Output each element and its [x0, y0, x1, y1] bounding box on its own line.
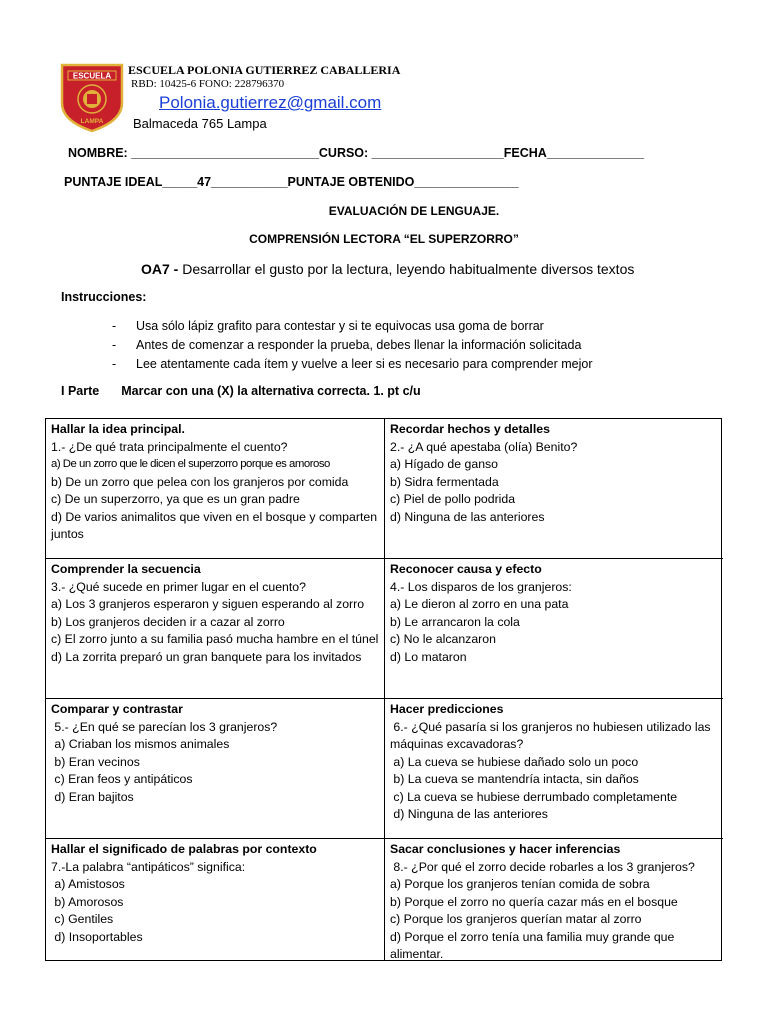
answer-option[interactable]: c) Porque los granjeros querían matar al zorro [390, 912, 642, 926]
answer-option[interactable]: d) Lo mataron [390, 649, 467, 664]
answer-option[interactable]: d) De varios animalitos que viven en el bosque y comparten juntos [51, 509, 378, 541]
answer-option[interactable]: a) Criaban los mismos animales [51, 737, 230, 751]
part-instruction: Marcar con una (X) la alternativa correcta. 1. pt c/u [121, 384, 421, 398]
answer-option[interactable]: c) Gentiles [51, 912, 114, 926]
question-text: 8.- ¿Por qué el zorro decide robarles a los 3 granjeros? [390, 859, 695, 874]
instruction-item: - Usa sólo lápiz grafito para contestar y si te equivocas usa goma de borrar [112, 319, 544, 333]
instructions-title: Instrucciones: [61, 290, 147, 304]
answer-option[interactable]: b) Amorosos [51, 894, 124, 909]
answer-option[interactable]: a) Le dieron al zorro en una pata [390, 597, 569, 611]
answer-option[interactable]: d) La zorrita preparó un gran banquete para los invitados [51, 649, 362, 664]
crest-top-text: ESCUELA [72, 71, 112, 81]
question-cell-6 [385, 699, 723, 839]
answer-option[interactable]: a) Los 3 granjeros esperaron y siguen esperando al zorro [51, 597, 365, 611]
question-cell-3 [46, 559, 385, 699]
comprehension-title: COMPRENSIÓN LECTORA “EL SUPERZORRO” [249, 232, 519, 246]
school-name: ESCUELA POLONIA GUTIERREZ CABALLERIA [128, 63, 401, 77]
school-email-link[interactable]: Polonia.gutierrez@gmail.com [159, 93, 382, 112]
crest-bottom-text: LAMPA [80, 118, 104, 125]
objective-line [141, 261, 634, 277]
skill-title: Hacer predicciones [390, 702, 504, 716]
instructions-list [112, 319, 593, 376]
answer-option[interactable]: b) Porque el zorro no quería cazar más en el bosque [390, 894, 678, 909]
answer-option[interactable]: a) Amistosos [51, 877, 125, 891]
question-cell-5 [46, 699, 385, 839]
answer-option[interactable]: a) Porque los granjeros tenían comida de sobra [390, 877, 650, 891]
skill-title: Sacar conclusiones y hacer inferencias [390, 842, 621, 856]
question-cell-7 [46, 839, 385, 960]
answer-option[interactable]: c) Piel de pollo podrida [390, 492, 516, 506]
school-rbd-phone: RBD: 10425-6 FONO: 228796370 [131, 78, 285, 90]
part-label: I Parte [61, 384, 100, 398]
question-table [45, 418, 722, 961]
question-text: 6.- ¿Qué pasaría si los granjeros no hubiesen utilizado las máquinas excavadoras? [390, 719, 715, 751]
question-text: 5.- ¿En qué se parecían los 3 granjeros? [51, 719, 278, 734]
answer-option[interactable]: d) Insoportables [51, 929, 143, 944]
answer-option[interactable]: c) El zorro junto a su familia pasó mucha hambre en el túnel [51, 632, 379, 646]
answer-option[interactable]: a) La cueva se hubiese dañado solo un poco [390, 754, 639, 769]
answer-option[interactable]: d) Porque el zorro tenía una familia muy grande que alimentar. [390, 929, 675, 960]
part-heading [61, 384, 421, 398]
skill-title: Reconocer causa y efecto [390, 562, 542, 576]
name-course-date-line: NOMBRE: ___________________________CURSO: ___________________FECHA______________ [68, 146, 645, 160]
skill-title: Recordar hechos y detalles [390, 422, 550, 436]
answer-option[interactable]: b) La cueva se mantendría intacta, sin daños [390, 772, 639, 786]
answer-option[interactable]: c) No le alcanzaron [390, 632, 496, 646]
answer-option[interactable]: c) Eran feos y antipáticos [51, 772, 193, 786]
question-text: 7.-La palabra “antipáticos” significa: [51, 859, 246, 874]
answer-option[interactable]: c) De un superzorro, ya que es un gran padre [51, 492, 300, 506]
objective-text: Desarrollar el gusto por la lectura, leyendo habitualmente diversos textos [178, 261, 635, 277]
question-text: 2.- ¿A qué apestaba (olía) Benito? [390, 439, 578, 454]
evaluation-title: EVALUACIÓN DE LENGUAJE. [328, 204, 500, 218]
answer-option[interactable]: a) Hígado de ganso [390, 457, 499, 471]
answer-option[interactable]: d) Ninguna de las anteriores [390, 509, 545, 524]
question-cell-8 [385, 839, 723, 960]
question-text: 4.- Los disparos de los granjeros: [390, 579, 572, 594]
instruction-item: - Lee atentamente cada ítem y vuelve a leer si es necesario para comprender mejor [112, 357, 593, 371]
answer-option[interactable]: c) La cueva se hubiese derrumbado completamente [390, 789, 678, 804]
skill-title: Comparar y contrastar [51, 702, 183, 716]
answer-option[interactable]: d) Eran bajitos [51, 789, 134, 804]
question-cell-4 [385, 559, 723, 699]
score-line: PUNTAJE IDEAL_____47___________PUNTAJE OBTENIDO_______________ [64, 175, 519, 189]
instruction-item: - Antes de comenzar a responder la prueba, debes llenar la información solicitada [112, 338, 582, 352]
question-text: 1.- ¿De qué trata principalmente el cuento? [51, 439, 288, 454]
answer-option[interactable]: b) Sidra fermentada [390, 474, 499, 489]
question-cell-1 [46, 419, 385, 559]
answer-option[interactable]: b) De un zorro que pelea con los granjeros por comida [51, 474, 349, 489]
question-cell-2 [385, 419, 723, 559]
answer-option[interactable]: a) De un zorro que le dicen el superzorro porque es amoroso [51, 458, 330, 470]
answer-option[interactable]: b) Eran vecinos [51, 754, 140, 769]
school-crest-logo [60, 63, 124, 133]
answer-option[interactable]: b) Los granjeros deciden ir a cazar al zorro [51, 614, 285, 629]
answer-option[interactable]: d) Ninguna de las anteriores [390, 807, 548, 821]
skill-title: Hallar la idea principal. [51, 422, 185, 436]
answer-option[interactable]: b) Le arrancaron la cola [390, 614, 520, 629]
skill-title: Comprender la secuencia [51, 562, 201, 576]
question-text: 3.- ¿Qué sucede en primer lugar en el cuento? [51, 579, 306, 594]
objective-code: OA7 - [141, 261, 179, 277]
skill-title: Hallar el significado de palabras por contexto [51, 842, 317, 856]
school-address: Balmaceda 765 Lampa [133, 116, 267, 131]
